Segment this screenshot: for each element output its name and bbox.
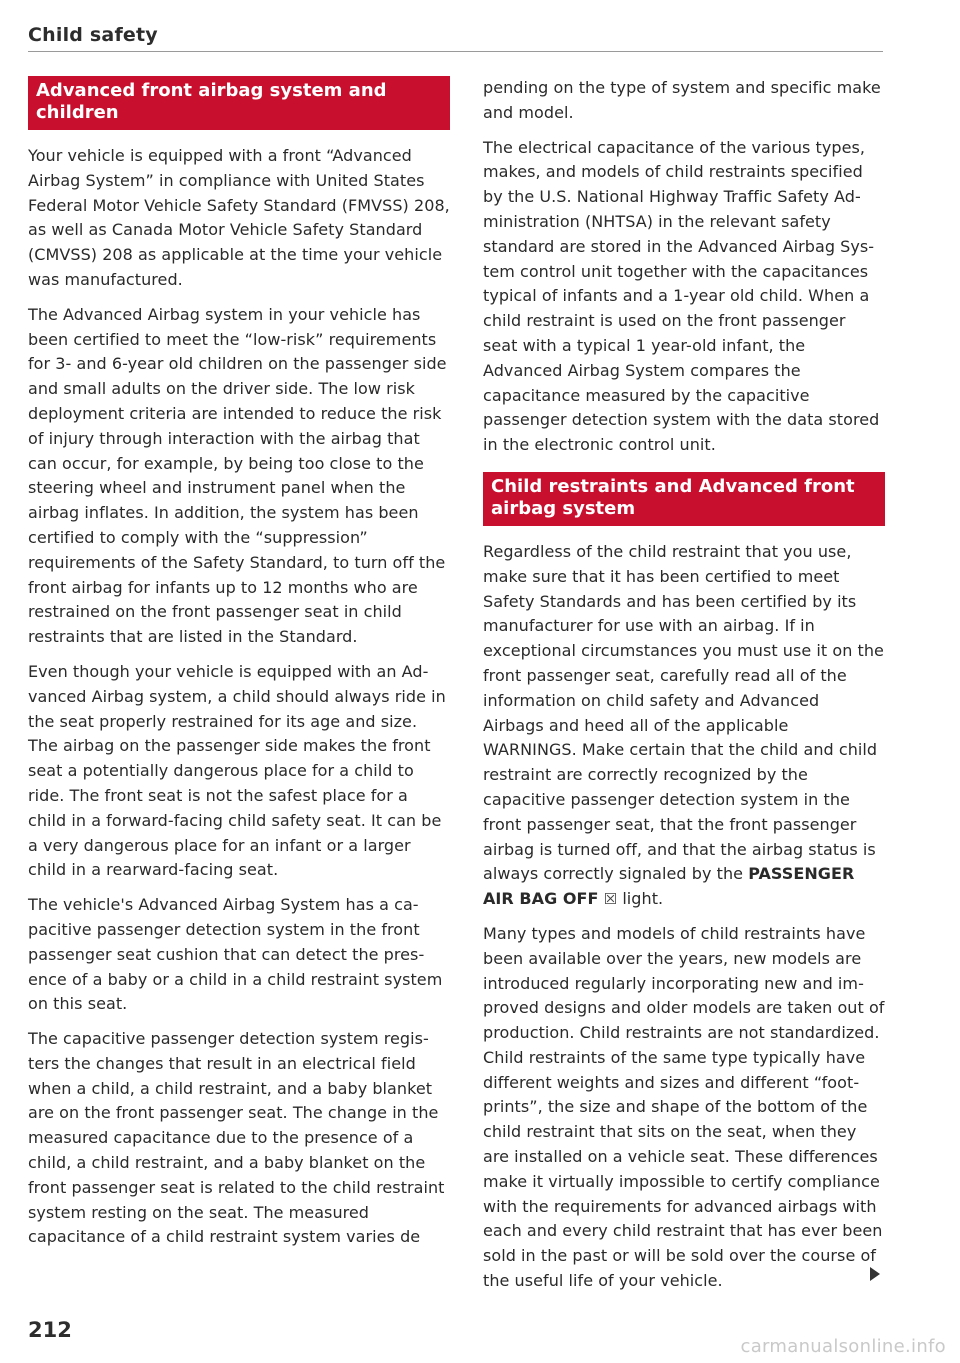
- section-banner-airbag-children: Advanced front airbag system and children: [28, 76, 450, 130]
- paragraph: Many types and models of child restraints have been available over the years, new models are introduced regularly incorporating new and improved designs and older models are taken out of production. Child restraints are not standardized. Child restraints of the same type typically have different weights and sizes and different “footprints”, the size and shape of the bottom of the child restraint that sits on the seat, when they are installed on a vehicle seat. These differences make it virtually impossible to certify compliance with the requirements for advanced airbags with each and every child restraint that has ever been sold in the past or will be sold over the course of the useful life of your vehicle.: [483, 923, 885, 1291]
- continue-arrow-icon: [870, 1267, 880, 1281]
- left-column: [28, 76, 450, 1260]
- paragraph: The Advanced Airbag system in your vehicle has been certified to meet the “low-risk” requirements for 3- and 6-year old children on the passenger side and small adults on the driver side. The low risk deployment criteria are intended to reduce the risk of injury through interaction with the airbag that can occur, for example, by being too close to the steering wheel and instrument panel when the airbag inflates. In addition, the system has been certified to comply with the “suppression” requirements of the Safety Standard, to turn off the front airbag for infants up to 12 months who are restrained on the front passenger seat in child restraints that are listed in the Standard.: [28, 304, 447, 647]
- paragraph: pending on the type of system and specific make and model.: [483, 78, 881, 122]
- paragraph: Even though your vehicle is equipped with an Advanced Airbag system, a child should always ride in the seat properly restrained for its age and size. The airbag on the passenger side makes the front seat a potentially dangerous place for a child to ride. The front seat is not the safest place for a child in a forward-facing child safety seat. It can be a very dangerous place for an infant or a larger child in a rearward-facing seat.: [28, 661, 446, 880]
- header-divider: [28, 51, 883, 52]
- page-number: 212: [28, 1318, 72, 1342]
- paragraph: Your vehicle is equipped with a front “Advanced Airbag System” in compliance with United States Federal Motor Vehicle Safety Standard (FMVSS) 208, as well as Canada Motor Vehicle Safety Standard (CMVSS) 208 as applicable at the time your vehicle was manufactured.: [28, 146, 450, 289]
- right-column: [483, 76, 885, 1304]
- paragraph-text: Regardless of the child restraint that you use, make sure that it has been certified to meet Safety Standards and has been certified by its manufacturer for use with an airbag. If in exceptional circumstances you must use it on the front passenger seat, carefully read all of the information on child safety and Advanced Airbags and heed all of the applicable WARNINGS. Make certain that the child and child restraint are correctly recognized by the capacitive passenger detection system in the front passenger seat, that the front passenger airbag is turned off, and that the airbag status is always correctly signaled by the: [483, 541, 884, 884]
- airbag-off-icon: ☒: [603, 890, 618, 909]
- section-title: Child safety: [28, 24, 158, 46]
- paragraph-text-end: light.: [622, 889, 664, 909]
- paragraph: The capacitive passenger detection system registers the changes that result in an electrical field when a child, a child restraint, and a baby blanket are on the front passenger seat. The change in the measured capacitance due to the presence of a child, a child restraint, and a baby blanket on the front passenger seat is related to the child restraint system resting on the seat. The measured capacitance of a child restraint system varies de: [28, 1029, 445, 1247]
- indicator-label: PASSENGER AIR BAG OFF: [483, 864, 855, 909]
- paragraph: The electrical capacitance of the various types, makes, and models of child restraints specified by the U.S. National Highway Traffic Safety Administration (NHTSA) in the relevant safety standard are stored in the Advanced Airbag System control unit together with the capacitances typical of infants and a 1-year old child. When a child restraint is used on the front passenger seat with a typical 1 year-old infant, the Advanced Airbag System compares the capacitance measured by the capacitive passenger detection system with the data stored in the electronic control unit.: [483, 137, 880, 455]
- watermark: carmanualsonline.info: [740, 1336, 946, 1357]
- paragraph: The vehicle's Advanced Airbag System has a capacitive passenger detection system in the front passenger seat cushion that can detect the presence of a baby or a child in a child restraint system on this seat.: [28, 895, 443, 1014]
- section-banner-child-restraints: Child restraints and Advanced front airbag system: [483, 472, 885, 526]
- paragraph: [483, 540, 885, 912]
